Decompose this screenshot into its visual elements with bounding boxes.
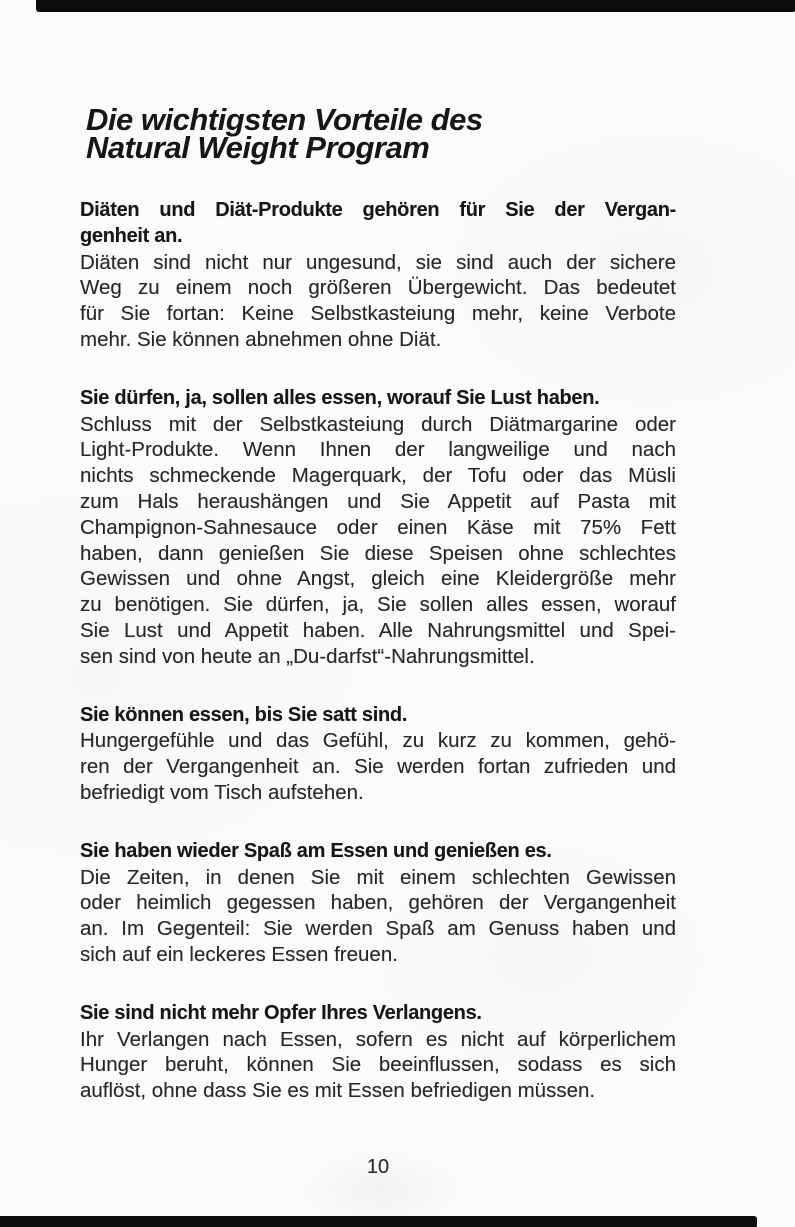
text-line: Ihr Verlangen nach Essen, sofern es nicht auf körperlichem [80, 1027, 676, 1051]
text-line: zum Hals heraushängen und Sie Appetit auf Pasta mit [80, 489, 676, 513]
section-heading [80, 198, 676, 250]
section-body [80, 728, 676, 805]
text-line: zu benötigen. Sie dürfen, ja, Sie sollen alles essen, worauf [80, 593, 676, 617]
sections-container [80, 198, 676, 1104]
page-number: 10 [366, 1155, 390, 1178]
text-line: Champignon-Sahnesauce oder einen Käse mit 75% Fett [80, 515, 676, 539]
text-line: sen sind von heute an „Du-darfst“-Nahrungsmittel. [80, 644, 535, 668]
text-line: Gewissen und ohne Angst, gleich eine Kleidergröße mehr [80, 567, 676, 591]
section-body [80, 1027, 676, 1104]
text-line: nichts schmeckende Magerquark, der Tofu oder das Müsli [80, 464, 676, 488]
text-section [80, 198, 676, 353]
text-line: Sie haben wieder Spaß am Essen und genießen es. [80, 839, 552, 862]
section-heading [80, 1001, 676, 1027]
text-line: für Sie fortan: Keine Selbstkasteiung mehr, keine Verbote [80, 302, 676, 326]
text-line: Natural Weight Program [86, 130, 430, 165]
text-line: Hungergefühle und das Gefühl, zu kurz zu kommen, gehö- [80, 729, 676, 753]
text-line: Sie können essen, bis Sie satt sind. [80, 703, 408, 726]
text-line: Hunger beruht, können Sie beeinflussen, sodass es sich [80, 1053, 676, 1077]
text-column [80, 0, 676, 1179]
text-line: Diäten und Diät-Produkte gehören für Sie der Vergan- [80, 199, 676, 221]
text-line: Sie sind nicht mehr Opfer Ihres Verlangens. [80, 1001, 482, 1024]
text-section [80, 839, 676, 968]
text-section [80, 386, 676, 670]
text-line: Die wichtigsten Vorteile des [86, 102, 483, 137]
section-body [80, 250, 676, 353]
text-line: genheit an. [80, 224, 183, 247]
text-line: auflöst, ohne dass Sie es mit Essen befriedigen müssen. [80, 1079, 596, 1103]
text-line: Die Zeiten, in denen Sie mit einem schlechten Gewissen [80, 865, 676, 889]
text-line: an. Im Gegenteil: Sie werden Spaß am Genuss haben und [80, 917, 676, 941]
page-title [86, 102, 676, 165]
text-line: Diäten sind nicht nur ungesund, sie sind auch der sichere [80, 250, 676, 274]
section-heading [80, 386, 676, 412]
text-line: haben, dann genießen Sie diese Speisen ohne schlechtes [80, 541, 676, 565]
text-line: mehr. Sie können abnehmen ohne Diät. [80, 327, 442, 351]
text-line: Schluss mit der Selbstkasteiung durch Diätmargarine oder [80, 412, 676, 436]
section-heading [80, 703, 676, 729]
section-body [80, 412, 676, 670]
section-body [80, 865, 676, 968]
text-line: Sie dürfen, ja, sollen alles essen, worauf Sie Lust haben. [80, 386, 600, 409]
text-line: Light-Produkte. Wenn Ihnen der langweilige und nach [80, 438, 676, 462]
text-line: sich auf ein leckeres Essen freuen. [80, 942, 398, 966]
section-heading [80, 839, 676, 865]
text-line: ren der Vergangenheit an. Sie werden fortan zufrieden und [80, 755, 676, 779]
text-line: oder heimlich gegessen haben, gehören der Vergangenheit [80, 891, 676, 915]
text-section [80, 1001, 676, 1104]
text-line: Sie Lust und Appetit haben. Alle Nahrungsmittel und Spei- [80, 618, 676, 642]
text-section [80, 703, 676, 806]
scan-artifact-bottom-bar [0, 1216, 757, 1227]
text-line: befriedigt vom Tisch aufstehen. [80, 780, 364, 804]
text-line: Weg zu einem noch größeren Übergewicht. Das bedeutet [80, 276, 676, 300]
